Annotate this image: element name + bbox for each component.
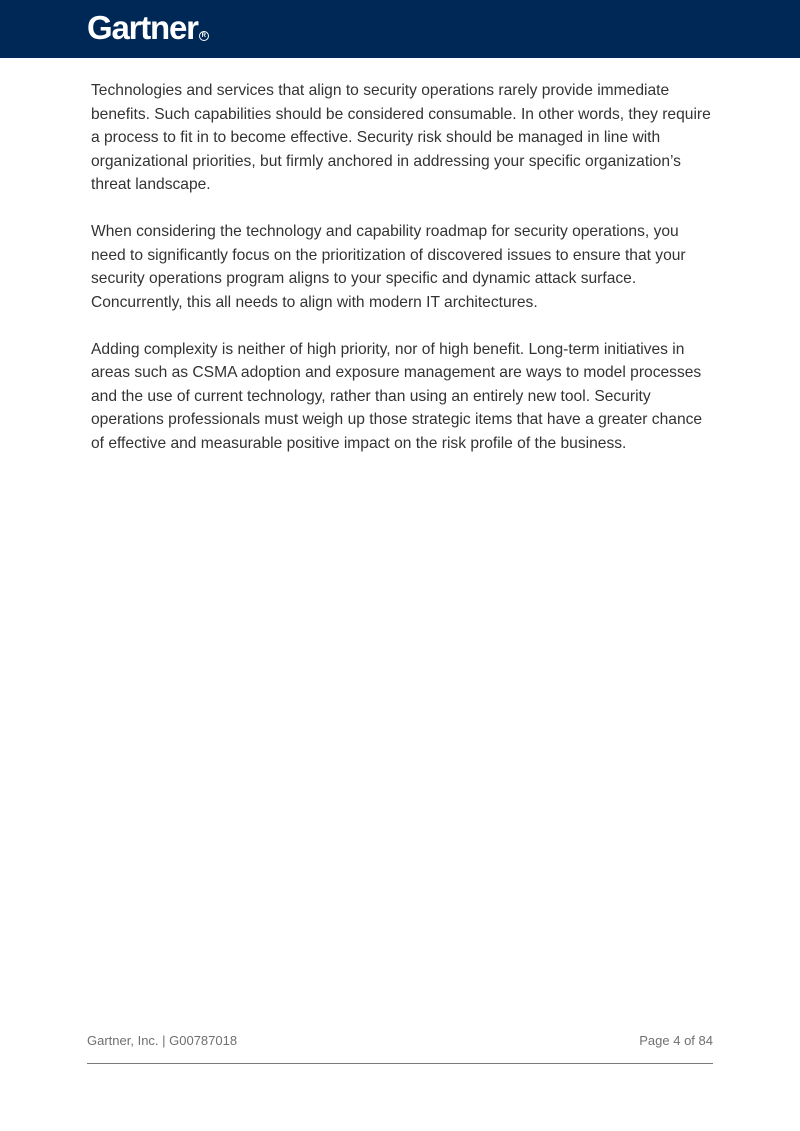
gartner-logo [87, 8, 209, 48]
paragraph-3: Adding complexity is neither of high priority, nor of high benefit. Long-term initiatives in areas such as CSMA adoption and exposure management are ways to model processes and the use of current technology, rather than using an entirely new tool. Security operations professionals must weigh up those strategic items that have a greater chance of effective and measurable positive impact on the risk profile of the business. [91, 340, 703, 452]
header-bar [0, 0, 800, 58]
page-number: Page 4 of 84 [639, 1033, 713, 1048]
paragraph-2: When considering the technology and capability roadmap for security operations, you need to significantly focus on the prioritization of discovered issues to ensure that your security operations program aligns to your specific and dynamic attack surface. Concurrently, this all needs to align with modern IT architectures. [91, 223, 686, 311]
registered-mark-icon: R [199, 31, 209, 41]
logo-text: Gartner [87, 9, 198, 46]
footer-document-id: Gartner, Inc. | G00787018 [87, 1033, 238, 1048]
page-footer [87, 1031, 713, 1051]
document-body [91, 79, 716, 479]
footer-divider [87, 1063, 713, 1064]
paragraph-1: Technologies and services that align to security operations rarely provide immediate benefits. Such capabilities should be considered consumable. In other words, they require a process to fit in to become effective. Security risk should be managed in line with organizational priorities, but firmly anchored in addressing your specific organization’s threat landscape. [91, 82, 711, 193]
